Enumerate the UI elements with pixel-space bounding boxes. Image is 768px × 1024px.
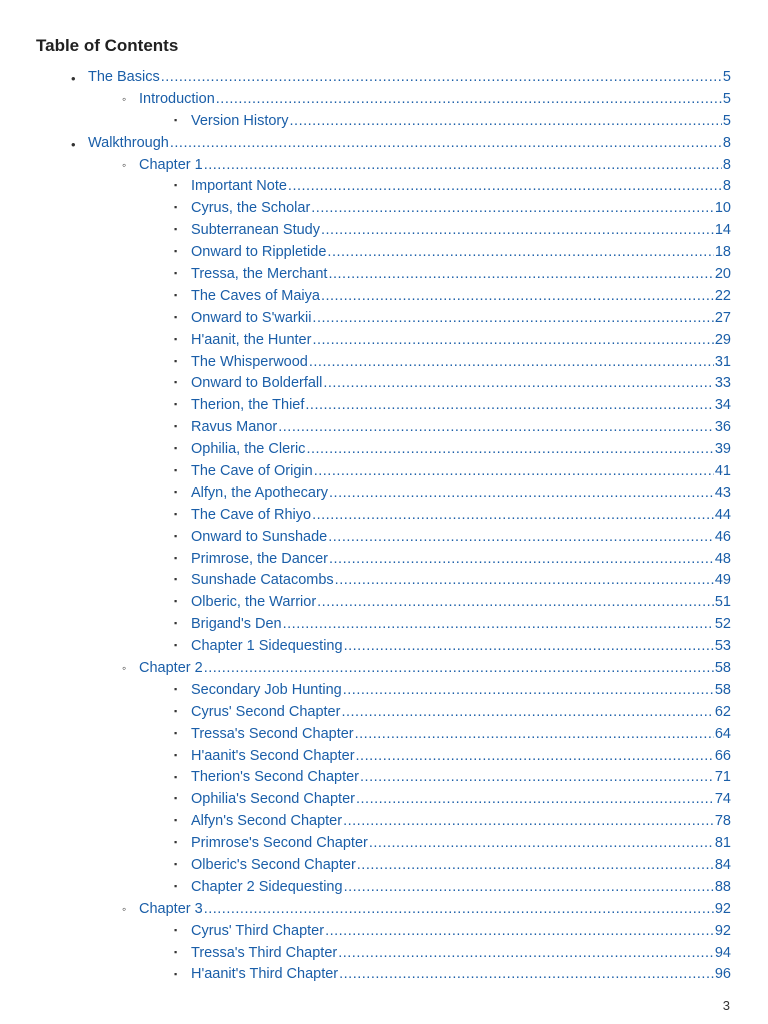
toc-entry[interactable]	[0, 329, 768, 351]
bullet-icon: ▪	[174, 640, 178, 651]
dot-leader	[321, 222, 714, 238]
toc-entry-label[interactable]: Tressa's Third Chapter	[191, 944, 338, 961]
toc-entry-page[interactable]: 34	[714, 397, 731, 414]
toc-entry[interactable]	[0, 745, 768, 767]
bullet-icon: ▪	[174, 421, 178, 432]
toc-entry[interactable]	[0, 810, 768, 832]
toc-entry-page[interactable]: 64	[714, 725, 731, 742]
dot-leader	[355, 726, 714, 742]
toc-entry[interactable]	[0, 438, 768, 460]
toc-entry[interactable]	[0, 416, 768, 438]
dot-leader	[314, 463, 714, 479]
toc-entry-row	[191, 441, 731, 457]
toc-entry-page[interactable]: 94	[714, 944, 731, 961]
toc-entry-row	[191, 529, 731, 545]
dot-leader	[204, 157, 722, 173]
toc-entry-row	[191, 463, 731, 479]
dot-leader	[338, 945, 714, 961]
toc-entry-row	[191, 551, 731, 567]
dot-leader	[323, 375, 713, 391]
bullet-icon: ▪	[174, 530, 178, 541]
bullet-icon: ▪	[174, 683, 178, 694]
bullet-icon: ▪	[174, 508, 178, 519]
bullet-icon: ▪	[174, 880, 178, 891]
dot-leader	[328, 266, 713, 282]
toc-entry-label[interactable]: Olberic, the Warrior	[191, 594, 317, 611]
toc-entry[interactable]	[0, 482, 768, 504]
toc-entry-page[interactable]: 43	[714, 484, 731, 501]
bullet-icon: ▪	[174, 399, 178, 410]
toc-entry-page[interactable]: 92	[714, 922, 731, 939]
toc-entry-row	[191, 419, 731, 435]
toc-entry-page[interactable]: 20	[714, 265, 731, 282]
bullet-icon: ▪	[174, 727, 178, 738]
dot-leader	[309, 354, 714, 370]
toc-entry-row	[191, 485, 731, 501]
toc-entry[interactable]	[0, 66, 768, 88]
dot-leader	[216, 91, 722, 107]
toc-entry-row	[191, 791, 731, 807]
bullet-icon: ◦	[122, 91, 127, 106]
toc-entry-row	[191, 375, 731, 391]
dot-leader	[325, 923, 714, 939]
toc-entry-page[interactable]: 41	[714, 462, 731, 479]
toc-entry-page[interactable]: 18	[714, 244, 731, 261]
toc-entry[interactable]	[0, 88, 768, 110]
toc-entry-row	[191, 769, 731, 785]
toc-entry-page[interactable]: 92	[714, 900, 731, 917]
toc-entry[interactable]	[0, 767, 768, 789]
toc-entry-page[interactable]: 5	[722, 112, 731, 129]
bullet-icon: ▪	[174, 815, 178, 826]
dot-leader	[357, 857, 714, 873]
toc-entry-label[interactable]: Chapter 2	[139, 659, 203, 676]
bullet-icon: ▪	[174, 224, 178, 235]
bullet-icon: ▪	[174, 574, 178, 585]
toc-entry[interactable]	[0, 263, 768, 285]
toc-entry[interactable]	[0, 526, 768, 548]
toc-entry[interactable]	[0, 351, 768, 373]
toc-entry-label[interactable]: Alfyn, the Apothecary	[191, 484, 329, 501]
toc-entry-page[interactable]: 58	[714, 659, 731, 676]
toc-entry-row	[191, 682, 731, 698]
toc-entry-label[interactable]: The Basics	[88, 68, 160, 85]
bullet-icon: ▪	[174, 289, 178, 300]
toc-entry-page[interactable]: 96	[714, 966, 731, 983]
toc-entry-page[interactable]: 78	[714, 813, 731, 830]
dot-leader	[344, 879, 714, 895]
toc-entry[interactable]	[0, 307, 768, 329]
toc-entry-page[interactable]: 88	[714, 878, 731, 895]
toc-entry-label[interactable]: Primrose's Second Chapter	[191, 835, 368, 852]
toc-entry[interactable]	[0, 175, 768, 197]
toc-entry[interactable]	[0, 920, 768, 942]
bullet-icon: ▪	[174, 377, 178, 388]
toc-entry-row	[191, 507, 731, 523]
toc-entry-label[interactable]: Brigand's Den	[191, 616, 282, 633]
bullet-icon: ▪	[174, 333, 178, 344]
bullet-icon: ▪	[174, 268, 178, 279]
toc-entry-label[interactable]: The Whisperwood	[191, 353, 308, 370]
toc-entry[interactable]	[0, 854, 768, 876]
toc-entry[interactable]	[0, 942, 768, 964]
bullet-icon: ▪	[174, 465, 178, 476]
toc-entry-label[interactable]: Onward to Bolderfall	[191, 375, 323, 392]
toc-entry-label[interactable]: Chapter 3	[139, 900, 203, 917]
dot-leader	[356, 748, 714, 764]
toc-entry-label[interactable]: Ophilia, the Cleric	[191, 441, 306, 458]
toc-entry-label[interactable]: Important Note	[191, 178, 287, 195]
toc-entry[interactable]	[0, 876, 768, 898]
dot-leader	[306, 441, 713, 457]
toc-entry-row	[191, 113, 731, 129]
dot-leader	[305, 397, 713, 413]
toc-entry-row	[191, 594, 731, 610]
bullet-icon: ▪	[174, 596, 178, 607]
dot-leader	[369, 835, 714, 851]
toc-entry-row	[191, 332, 731, 348]
toc-entry-label[interactable]: Secondary Job Hunting	[191, 681, 342, 698]
dot-leader	[161, 69, 722, 85]
dot-leader	[283, 616, 714, 632]
toc-entry-label[interactable]: Chapter 1 Sidequesting	[191, 638, 343, 655]
dot-leader	[312, 507, 714, 523]
toc-entry-row	[191, 704, 731, 720]
toc-entry-label[interactable]: H'aanit's Third Chapter	[191, 966, 339, 983]
toc-entry[interactable]	[0, 898, 768, 920]
toc-entry-label[interactable]: Primrose, the Dancer	[191, 550, 328, 567]
bullet-icon: ◦	[122, 661, 127, 676]
toc-entry[interactable]	[0, 832, 768, 854]
bullet-icon: ▪	[174, 552, 178, 563]
dot-leader	[288, 178, 722, 194]
dot-leader	[360, 769, 714, 785]
toc-entry-row	[191, 572, 731, 588]
toc-entry-page[interactable]: 31	[714, 353, 731, 370]
toc-entry-label[interactable]: Cyrus' Second Chapter	[191, 703, 341, 720]
toc-entry-row	[191, 813, 731, 829]
toc-entry[interactable]	[0, 657, 768, 679]
toc-entry-page[interactable]: 66	[714, 747, 731, 764]
toc-entry-row	[191, 178, 731, 194]
toc-entry[interactable]	[0, 219, 768, 241]
toc-entry[interactable]	[0, 132, 768, 154]
toc-entry-page[interactable]: 29	[714, 331, 731, 348]
toc-entry-page[interactable]: 62	[714, 703, 731, 720]
toc-entry-page[interactable]: 8	[722, 134, 731, 151]
dot-leader	[327, 244, 713, 260]
toc-entry-page[interactable]: 14	[714, 222, 731, 239]
toc-entry-page[interactable]: 46	[714, 528, 731, 545]
toc-entry[interactable]	[0, 964, 768, 986]
toc-entry-label[interactable]: H'aanit, the Hunter	[191, 331, 312, 348]
toc-entry-page[interactable]: 8	[722, 178, 731, 195]
dot-leader	[312, 332, 713, 348]
dot-leader	[343, 813, 714, 829]
page-title: Table of Contents	[36, 36, 179, 55]
toc-entry-page[interactable]: 44	[714, 506, 731, 523]
toc-entry-page[interactable]: 58	[714, 681, 731, 698]
bullet-icon: ▪	[174, 705, 178, 716]
toc-entry-row	[191, 397, 731, 413]
dot-leader	[341, 704, 713, 720]
toc-entry-row	[191, 288, 731, 304]
table-of-contents	[0, 66, 768, 985]
toc-entry-row	[191, 923, 731, 939]
toc-entry-row	[191, 945, 731, 961]
dot-leader	[335, 572, 714, 588]
toc-entry[interactable]	[0, 548, 768, 570]
dot-leader	[329, 485, 714, 501]
toc-entry-label[interactable]: The Cave of Rhiyo	[191, 506, 312, 523]
toc-entry-row	[88, 135, 731, 151]
toc-entry-label[interactable]: Alfyn's Second Chapter	[191, 813, 343, 830]
dot-leader	[278, 419, 714, 435]
bullet-icon: ▪	[174, 202, 178, 213]
toc-entry[interactable]	[0, 241, 768, 263]
toc-entry-page[interactable]: 5	[722, 90, 731, 107]
toc-entry[interactable]	[0, 285, 768, 307]
toc-entry-label[interactable]: The Caves of Maiya	[191, 287, 320, 304]
dot-leader	[204, 901, 714, 917]
bullet-icon: ◦	[122, 157, 127, 172]
toc-entry-page[interactable]: 22	[714, 287, 731, 304]
toc-entry-page[interactable]: 81	[714, 835, 731, 852]
toc-entry-label[interactable]: Sunshade Catacombs	[191, 572, 334, 589]
toc-entry-page[interactable]: 53	[714, 638, 731, 655]
toc-entry[interactable]	[0, 460, 768, 482]
dot-leader	[329, 551, 714, 567]
page-number: 3	[722, 998, 730, 1013]
toc-entry-row	[139, 660, 731, 676]
bullet-icon: ◦	[122, 901, 127, 916]
dot-leader	[204, 660, 714, 676]
toc-entry-page[interactable]: 27	[714, 309, 731, 326]
dot-leader	[339, 966, 714, 982]
toc-entry-label[interactable]: Chapter 1	[139, 156, 203, 173]
toc-entry-page[interactable]: 10	[714, 200, 731, 217]
toc-entry-row	[191, 638, 731, 654]
toc-entry-label[interactable]: The Cave of Origin	[191, 462, 313, 479]
toc-entry[interactable]	[0, 504, 768, 526]
toc-entry-row	[191, 879, 731, 895]
toc-entry-row	[191, 616, 731, 632]
toc-entry[interactable]	[0, 372, 768, 394]
dot-leader	[344, 638, 714, 654]
toc-entry-row	[139, 91, 731, 107]
toc-entry-row	[191, 222, 731, 238]
toc-entry-label[interactable]: Onward to S'warkii	[191, 309, 312, 326]
toc-entry-row	[191, 857, 731, 873]
toc-entry-row	[191, 748, 731, 764]
toc-entry-page[interactable]: 5	[722, 68, 731, 85]
toc-entry[interactable]	[0, 788, 768, 810]
toc-entry-page[interactable]: 71	[714, 769, 731, 786]
toc-entry-label[interactable]: Therion, the Thief	[191, 397, 305, 414]
bullet-icon: ▪	[174, 837, 178, 848]
bullet-icon: ▪	[174, 355, 178, 366]
toc-entry-label[interactable]: Olberic's Second Chapter	[191, 857, 356, 873]
toc-entry[interactable]	[0, 197, 768, 219]
toc-entry[interactable]	[0, 723, 768, 745]
toc-entry-page[interactable]: 8	[722, 156, 731, 173]
toc-entry-page[interactable]: 84	[714, 857, 731, 873]
toc-entry[interactable]	[0, 613, 768, 635]
bullet-icon: ▪	[174, 771, 178, 782]
dot-leader	[321, 288, 714, 304]
toc-entry-row	[139, 901, 731, 917]
toc-entry-page[interactable]: 33	[714, 375, 731, 392]
toc-entry-page[interactable]: 51	[714, 594, 731, 611]
toc-entry-label[interactable]: Onward to Sunshade	[191, 528, 328, 545]
bullet-icon: ▪	[174, 946, 178, 957]
dot-leader	[356, 791, 714, 807]
toc-entry-row	[191, 266, 731, 282]
toc-entry-row	[191, 310, 731, 326]
toc-entry-row	[191, 354, 731, 370]
toc-entry-label[interactable]: Ophilia's Second Chapter	[191, 791, 355, 808]
toc-entry-page[interactable]: 52	[714, 616, 731, 633]
toc-entry[interactable]	[0, 569, 768, 591]
bullet-icon: ▪	[174, 749, 178, 760]
toc-entry-label[interactable]: Introduction	[139, 90, 215, 107]
toc-entry-label[interactable]: Therion's Second Chapter	[191, 769, 360, 786]
toc-entry-row	[191, 966, 731, 982]
bullet-icon: ▪	[174, 968, 178, 979]
bullet-icon: •	[71, 136, 76, 152]
toc-entry[interactable]	[0, 154, 768, 176]
toc-entry-label[interactable]: Ravus Manor	[191, 419, 278, 436]
dot-leader	[312, 310, 713, 326]
toc-entry-page[interactable]: 48	[714, 550, 731, 567]
toc-entry-label[interactable]: Cyrus, the Scholar	[191, 200, 311, 217]
toc-entry-label[interactable]: Walkthrough	[88, 134, 169, 151]
bullet-icon: •	[71, 71, 76, 86]
bullet-icon: ▪	[174, 859, 178, 870]
toc-entry-label[interactable]: Version History	[191, 112, 289, 129]
toc-entry-row	[191, 835, 731, 851]
toc-entry-label[interactable]: Onward to Rippletide	[191, 244, 327, 261]
dot-leader	[317, 594, 714, 610]
toc-entry-label[interactable]: Chapter 2 Sidequesting	[191, 878, 343, 895]
toc-entry[interactable]	[0, 591, 768, 613]
dot-leader	[290, 113, 722, 129]
toc-entry-row	[191, 244, 731, 260]
dot-leader	[311, 200, 714, 216]
dot-leader	[328, 529, 714, 545]
dot-leader	[343, 682, 714, 698]
bullet-icon: ▪	[174, 924, 178, 935]
bullet-icon: ▪	[174, 114, 178, 125]
toc-entry-label[interactable]: Tressa, the Merchant	[191, 265, 328, 282]
toc-entry[interactable]	[0, 679, 768, 701]
toc-entry-label[interactable]: H'aanit's Second Chapter	[191, 747, 355, 764]
bullet-icon: ▪	[174, 311, 178, 322]
toc-entry[interactable]	[0, 701, 768, 723]
toc-entry-label[interactable]: Tressa's Second Chapter	[191, 725, 354, 742]
toc-entry-page[interactable]: 36	[714, 419, 731, 436]
bullet-icon: ▪	[174, 486, 178, 497]
toc-entry-page[interactable]: 74	[714, 791, 731, 808]
toc-entry-row	[191, 200, 731, 216]
bullet-icon: ▪	[174, 180, 178, 191]
toc-entry-row	[88, 69, 731, 85]
toc-entry-row	[139, 157, 731, 173]
toc-entry[interactable]	[0, 110, 768, 132]
dot-leader	[170, 135, 722, 151]
toc-entry[interactable]	[0, 394, 768, 416]
bullet-icon: ▪	[174, 443, 178, 454]
bullet-icon: ▪	[174, 246, 178, 257]
toc-entry-label[interactable]: Cyrus' Third Chapter	[191, 922, 325, 939]
toc-entry-label[interactable]: Subterranean Study	[191, 222, 320, 239]
bullet-icon: ▪	[174, 793, 178, 804]
toc-entry-page[interactable]: 39	[714, 441, 731, 458]
toc-entry-row	[191, 726, 731, 742]
toc-entry[interactable]	[0, 635, 768, 657]
toc-entry-page[interactable]: 49	[714, 572, 731, 589]
bullet-icon: ▪	[174, 618, 178, 629]
